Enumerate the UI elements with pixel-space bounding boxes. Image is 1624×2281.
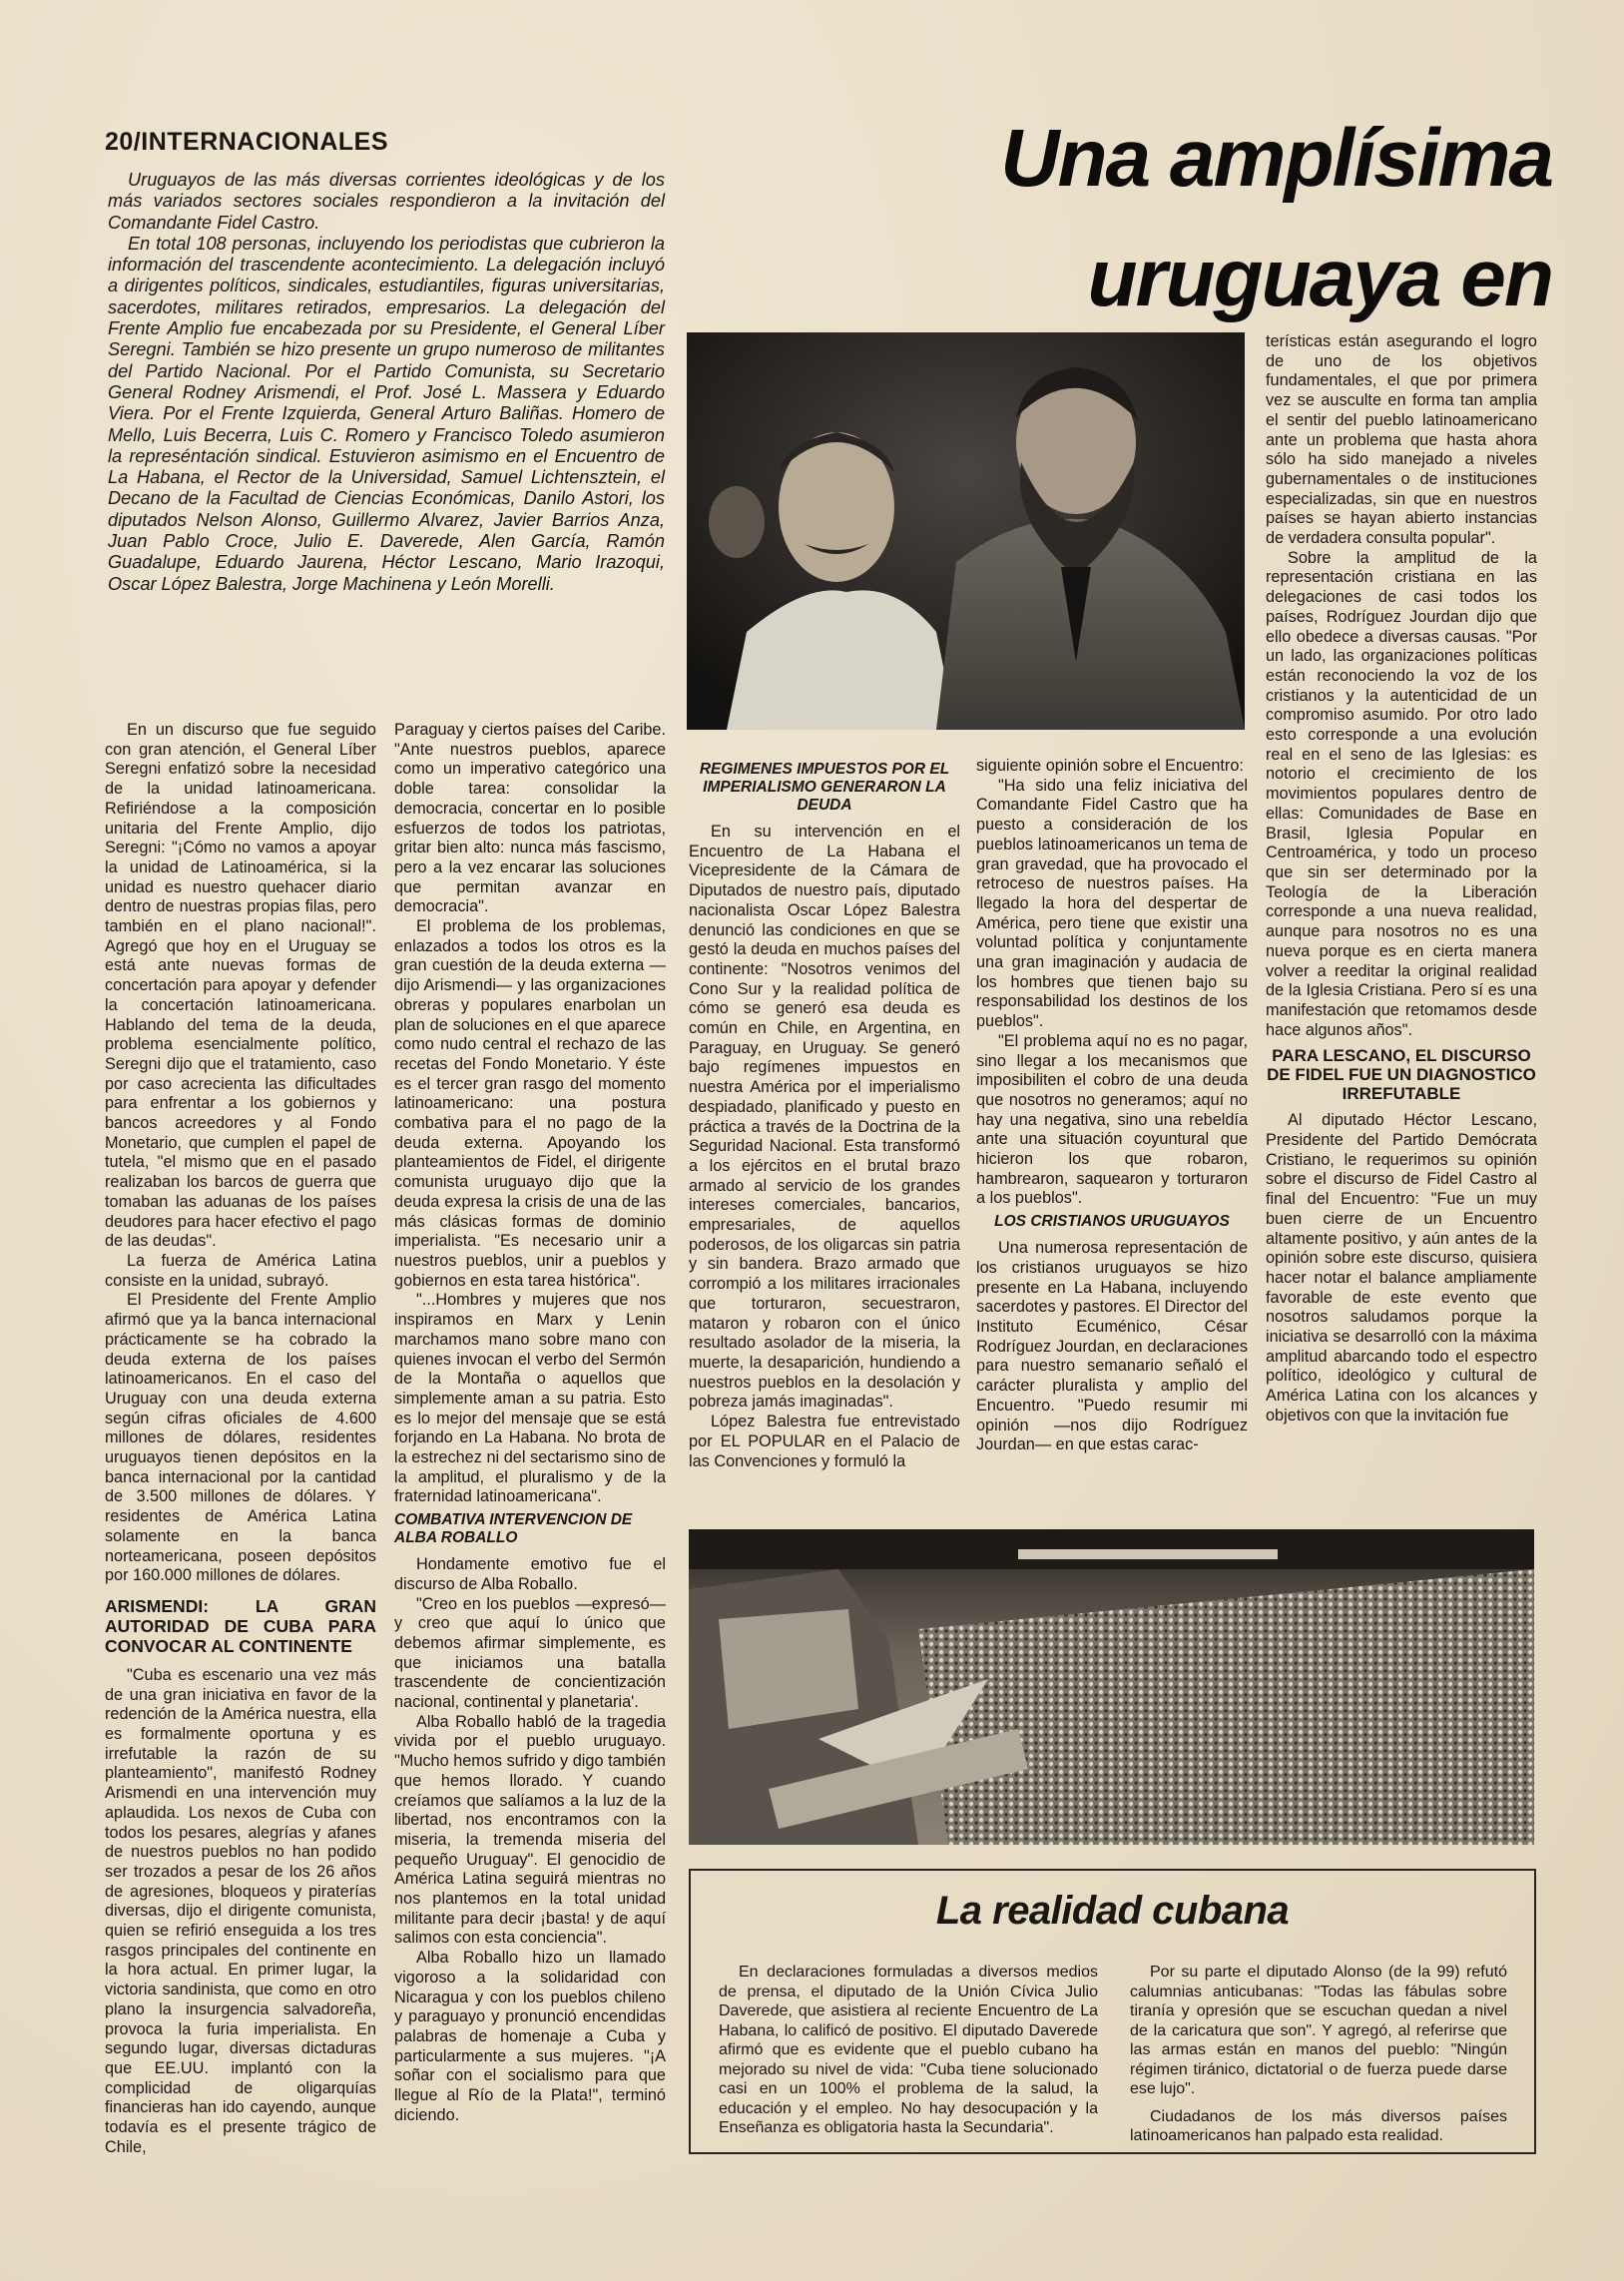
- paragraph: Hondamente emotivo fue el discurso de Alba Roballo.: [394, 1555, 666, 1593]
- paragraph: La fuerza de América Latina consiste en la unidad, subrayó.: [105, 1251, 376, 1290]
- sidebar-box-realidad-cubana: [689, 1869, 1536, 2154]
- paragraph: Por su parte el diputado Alonso (de la 99) refutó calumnias anticubanas: "Todas las fábulas sobre tiranía y opresión que se escuchan quedan a nivel de la caricatura que son". Y agregó, al referirse que las armas están en manos del pueblo: "Ningún régimen tiránico, dictatorial o de fuerza puede darse ese lujo".: [1130, 1964, 1507, 2097]
- subheading-roballo: COMBATIVA INTERVENCION DE ALBA ROBALLO: [394, 1511, 633, 1547]
- paragraph: Paraguay y ciertos países del Caribe. "Ante nuestros pueblos, aparece como un imperativo categórico una doble tarea: consolidar la democracia, concertar en lo posible esfuerzos de todos los patriotas, gritar bien alto: nunca más fascismo, pero a la vez encarar las soluciones que permitan avanzar en democracia".: [394, 721, 666, 916]
- paragraph: Al diputado Héctor Lescano, Presidente del Partido Demócrata Cristiano, le requerimos su opinión sobre el discurso de Fidel Castro al final del Encuentro: "Fue un muy buen cierre de un Encuentro altamente positivo, y aún antes de la opinión sobre este discurso, quisiera hacer notar el balance ampliamente favorable de este evento que nosotros saludamos porque la iniciativa se desarrolló con la máxima amplitud abarcando todo el espectro político, ideológico y cultural de América Latina con los alcances y objetivos con que la invitación fue: [1266, 1111, 1537, 1425]
- paragraph: "Ha sido una feliz iniciativa del Comandante Fidel Castro que ha puesto a consideración de los pueblos latinoamericanos un tema de gran gravedad, que ha provocado el retroceso de nuestros países. Ha llegado la hora del despertar de América, pero tiene que existir una voluntad política y conjuntamente una gran imaginación y audacia de los hombres que tienen bajo su responsabilidad los destinos de los pueblos".: [976, 776, 1248, 1031]
- paragraph: Ciudadanos de los más diversos países latinoamericanos han palpado esta realidad.: [1130, 2107, 1507, 2144]
- intro-text: [108, 170, 665, 595]
- paragraph: El Presidente del Frente Amplio afirmó que ya la banca internacional prácticamente se ha cobrado la deuda externa de los países latinoamericanos. En el caso del Uruguay con una deuda externa según cifras oficiales de 4.600 millones de dólares, residentes uruguayos tienen depósitos en la banca internacional por la cantidad de 3.500 millones de dólares. Y residentes de América Latina solamente en la banca norteamericana, poseen depósitos por 160.000 millones de dólares.: [105, 1291, 376, 1585]
- intro-paragraph: En total 108 personas, incluyendo los periodistas que cubrieron la información del trascendente acontecimiento. La delegación incluyó a dirigentes políticos, sindicales, estudiantiles, figuras universitarias, sacerdotes, militares retirados, empresarios. La delegación del Frente Amplio fue encabezada por su Presidente, el General Líber Seregni. También se hizo presente un grupo numeroso de militantes del Partido Nacional. Por el Partido Comunista, su Secretario General Rodney Arismendi, el Prof. José L. Massera y Eduardo Viera. Por el Frente Izquierda, General Arturo Baliñas. Homero de Mello, Luis Becerra, Luis C. Romero y Francisco Toledo asumieron la represéntación sindical. Estuvieron asimismo en el Encuentro de La Habana, el Rector de la Universidad, Samuel Lichtensztein, el Decano de la Facultad de Ciencias Económicas, Danilo Astori, los diputados Nelson Alonso, Guillermo Alvarez, Javier Barrios Anza, Juan Pablo Croce, Julio E. Daverede, Alen García, Ramón Guadalupe, Eduardo Jaurena, Héctor Lescano, Mario Irazoqui, Oscar López Balestra, Jorge Machinena y León Morelli.: [108, 233, 665, 594]
- headline-line-2: uruguaya en: [1087, 233, 1552, 323]
- sidebar-column-right: [1130, 1963, 1507, 2146]
- section-label: 20/INTERNACIONALES: [105, 128, 389, 156]
- article-column-2: [394, 721, 666, 2126]
- article-column-3: [689, 757, 960, 1471]
- subheading-arismendi: ARISMENDI: LA GRAN AUTORIDAD DE CUBA PARA CONVOCAR AL CONTINENTE: [105, 1595, 376, 1656]
- photo-seregni-fidel: [687, 332, 1245, 730]
- subheading-lescano: PARA LESCANO, EL DISCURSO DE FIDEL FUE UN DIAGNOSTICO IRREFUTABLE: [1267, 1046, 1536, 1104]
- intro-paragraph: Uruguayos de las más diversas corrientes ideológicas y de los más variados sectores sociales respondieron a la invitación del Comandante Fidel Castro.: [108, 170, 665, 233]
- sidebar-title: La realidad cubana: [935, 1889, 1290, 1933]
- paragraph: En declaraciones formuladas a diversos medios de prensa, el diputado de la Unión Cívica Julio Daverede, que asistiera al reciente Encuentro de La Habana, lo calificó de positivo. El diputado Daverede afirmó que es evidente que el pueblo cubano ha mejorado su nivel de vida: "Cuba tiene solucionado casi en un 100% el problema de la salud, la educación y el empleo. No hay desocupación y la Enseñanza es obligatoria hasta la Secundaria".: [719, 1964, 1098, 2136]
- article-column-4: [976, 757, 1248, 1455]
- paragraph: En su intervención en el Encuentro de La Habana el Vicepresidente de la Cámara de Diputados de nuestro país, diputado nacionalista Oscar López Balestra denunció las condiciones en que se gestó la deuda en muchos países del continente: "Nosotros venimos del Cono Sur y la realidad política de cómo se generó esa deuda es común en Chile, en Argentina, en Paraguay, en Uruguay. Se generó bajo regímenes impuestos en nuestra América por el imperialismo despiadado, planificado y puesto en práctica a través de la Doctrina de la Seguridad Nacional. Esta transformó a los ejércitos en el brutal brazo armado al servicio de los grandes intereses comerciales, bancarios, empresariales, de aquellos poderosos, de los oligarcas sin patria y sin bandera. Brazo armado que corrompió a los militares irracionales que torturaron, secuestraron, mataron y robaron con el único resultado asolador de la miseria, la muerte, la desaparición, hundiendo a nuestros pueblos en la desolación y pobreza jamás imaginadas".: [689, 823, 960, 1412]
- paragraph: siguiente opinión sobre el Encuentro:: [976, 757, 1244, 775]
- paragraph: En un discurso que fue seguido con gran atención, el General Líber Seregni enfatizó sobre la necesidad de la unidad latinoamericana. Refiriéndose a la composición unitaria del Frente Amplio, dijo Seregni: "¡Cómo no vamos a apoyar la unidad de Latinoamérica, si la unidad es nuestro quehacer diario dentro de nuestras propias filas, pero también en el plano nacional!". Agregó que hoy en el Uruguay se está ante nuevas formas de concertación para apoyar y defender la concertación latinoamericana. Hablando del tema de la deuda, problema esencialmente político, Seregni dijo que el tratamiento, caso por caso acrecienta las dificultades para enfrentar a los gobiernos y bancos acreedores y al Fondo Monetario, que cumplen el papel de tutela, "el mismo que en el pasado realizaban los barcos de guerra que tomaban las aduanas de los países deudores para hacer efectivo el pago de las deudas".: [105, 721, 376, 1251]
- article-column-1: [105, 721, 376, 2158]
- subheading-regimenes: REGIMENES IMPUESTOS POR EL IMPERIALISMO GENERARON LA DEUDA: [699, 761, 950, 814]
- paragraph: "Creo en los pueblos —expresó— y creo que aquí lo único que debemos afirmar simplemente, es que iniciamos una batalla trascendente de concientización nacional, continental y planetaria'.: [394, 1594, 666, 1712]
- photo-convention-hall-image: [689, 1529, 1534, 1845]
- paragraph: "...Hombres y mujeres que nos inspiramos en Marx y Lenin marchamos mano sobre mano con quienes invocan el verbo del Sermón de la Montaña o aquellos que simplemente aman a su patria. Esto es lo mejor del mensaje que se está forjando en La Habana. No brota de la estrechez ni del sectarismo sino de la amplitud, el pluralismo y de la fraternidad latinoamericana".: [394, 1291, 666, 1506]
- paragraph: "El problema aquí no es no pagar, sino llegar a los mecanismos que imposibiliten el cobro de una deuda que nosotros no generamos; aquí no hay una negativa, sino una rebeldía ante una situación coyuntural que hicieron los que robaron, hambrearon, saquearon y torturaron a los pueblos".: [976, 1031, 1248, 1208]
- photo-convention-hall: [689, 1529, 1534, 1845]
- article-column-5: [1266, 332, 1537, 1426]
- paragraph: Sobre la amplitud de la representación cristiana en las delegaciones de casi todos los países, Rodríguez Jourdan dijo que ello obedece a diversas causas. "Por un lado, las organizaciones políticas están reconociendo la voz de los cristianos y la autenticidad de un compromiso asumido. Por otro lado esto corresponde a una evolución real en el seno de las Iglesias: es notorio el crecimiento de los movimientos populares dentro de ellas: Comunidades de Base en Brasil, Iglesia Popular en Centroamérica, y todo un proceso que sin ser determinado por la Teología de la Liberación corresponde a una nueva realidad, aunque para nosotros no es una nueva porque es en cierta manera volver a reeditar la original realidad de la Iglesia Cristiana. Pero sí es una manifestación que retomamos desde hace algunos años".: [1266, 548, 1537, 1039]
- paragraph: El problema de los problemas, enlazados a todos los otros es la gran cuestión de la deuda externa —dijo Arismendi— y las organizaciones obreras y populares enarbolan un plan de soluciones en el que aparece como nudo central el rechazo de las recetas del Fondo Monetario. Y éste es el tercer gran rasgo del momento latinoamericano: una postura combativa para el no pago de la deuda externa. Apoyando los planteamientos de Fidel, el dirigente comunista uruguayo dijo que la deuda expresa la crisis de una de las más clásicas formas de dominio imperialista. "Es necesario unir a nuestros pueblos, unir a pueblos y gobiernos en esta tarea histórica".: [394, 917, 666, 1290]
- paragraph: López Balestra fue entrevistado por EL POPULAR en el Palacio de las Convenciones y formuló la: [689, 1413, 960, 1470]
- paragraph: "Cuba es escenario una vez más de una gran iniciativa en favor de la redención de la América nuestra, ella es formalmente oportuna y es irrefutable la razón de su planteamiento", manifestó Rodney Arismendi en una intervención muy aplaudida. Los nexos de Cuba con todos los pesares, alegrías y afanes de nuestros pueblos no han podido ser trozados a pesar de los 26 años de agresiones, bloqueos y piraterías diversas, dijo el dirigente comunista, quien se refirió enseguida a los tres rasgos principales del continente en la hora actual. En primer lugar, la victoria sandinista, que como en otro plano la insurgencia salvadoreña, provoca la furia imperialista. En segundo lugar, diversas dictaduras que EE.UU. implantó con la complicidad de oligarquías financieras han ido cayendo, aunque todavía es el presente trágico de Chile,: [105, 1665, 376, 2156]
- subheading-cristianos: LOS CRISTIANOS URUGUAYOS: [994, 1213, 1230, 1231]
- paragraph: Alba Roballo hizo un llamado vigoroso a la solidaridad con Nicaragua y con los pueblos chileno y paraguayo y pronunció encendidas palabras de homenaje a Cuba y particularmente a sus mujeres. "¡A soñar con el socialismo para que llegue al Río de la Plata!", terminó diciendo.: [394, 1949, 666, 2124]
- headline-line-1: Una amplísima: [1000, 113, 1552, 204]
- paragraph: terísticas están asegurando el logro de uno de los objetivos fundamentales, el que por primera vez se ausculte en forma tan amplia el sentir del pueblo latinoamericano ante un problema que hasta ahora sólo ha sido manejado a niveles gubernamentales o de instituciones especializadas, sin que en nuestros países se hayan abierto instancias de verdadera consulta popular".: [1266, 332, 1537, 548]
- paragraph: Una numerosa representación de los cristianos uruguayos se hizo presente en La Habana, incluyendo sacerdotes y pastores. El Director del Instituto Ecuménico, César Rodríguez Jourdan, en declaraciones para nuestro semanario señaló el carácter pluralista y amplio del Encuentro. "Puedo resumir mi opinión —nos dijo Rodríguez Jourdan— en que estas carac-: [976, 1239, 1248, 1454]
- photo-seregni-fidel-image: [687, 332, 1245, 730]
- paragraph: Alba Roballo habló de la tragedia vivida por el pueblo uruguayo. "Mucho hemos sufrido y digo también que hemos llorado. Y cuando creíamos que salíamos a la luz de la libertad, nos encontramos con la miseria, la tremenda miseria del pequeño Uruguay". El genocidio de América Latina seguirá mientras no nos plantemos en la total unidad militante para decir ¡basta! y de aquí salimos con esta conciencia".: [394, 1712, 666, 1948]
- sidebar-column-left: [719, 1963, 1098, 2138]
